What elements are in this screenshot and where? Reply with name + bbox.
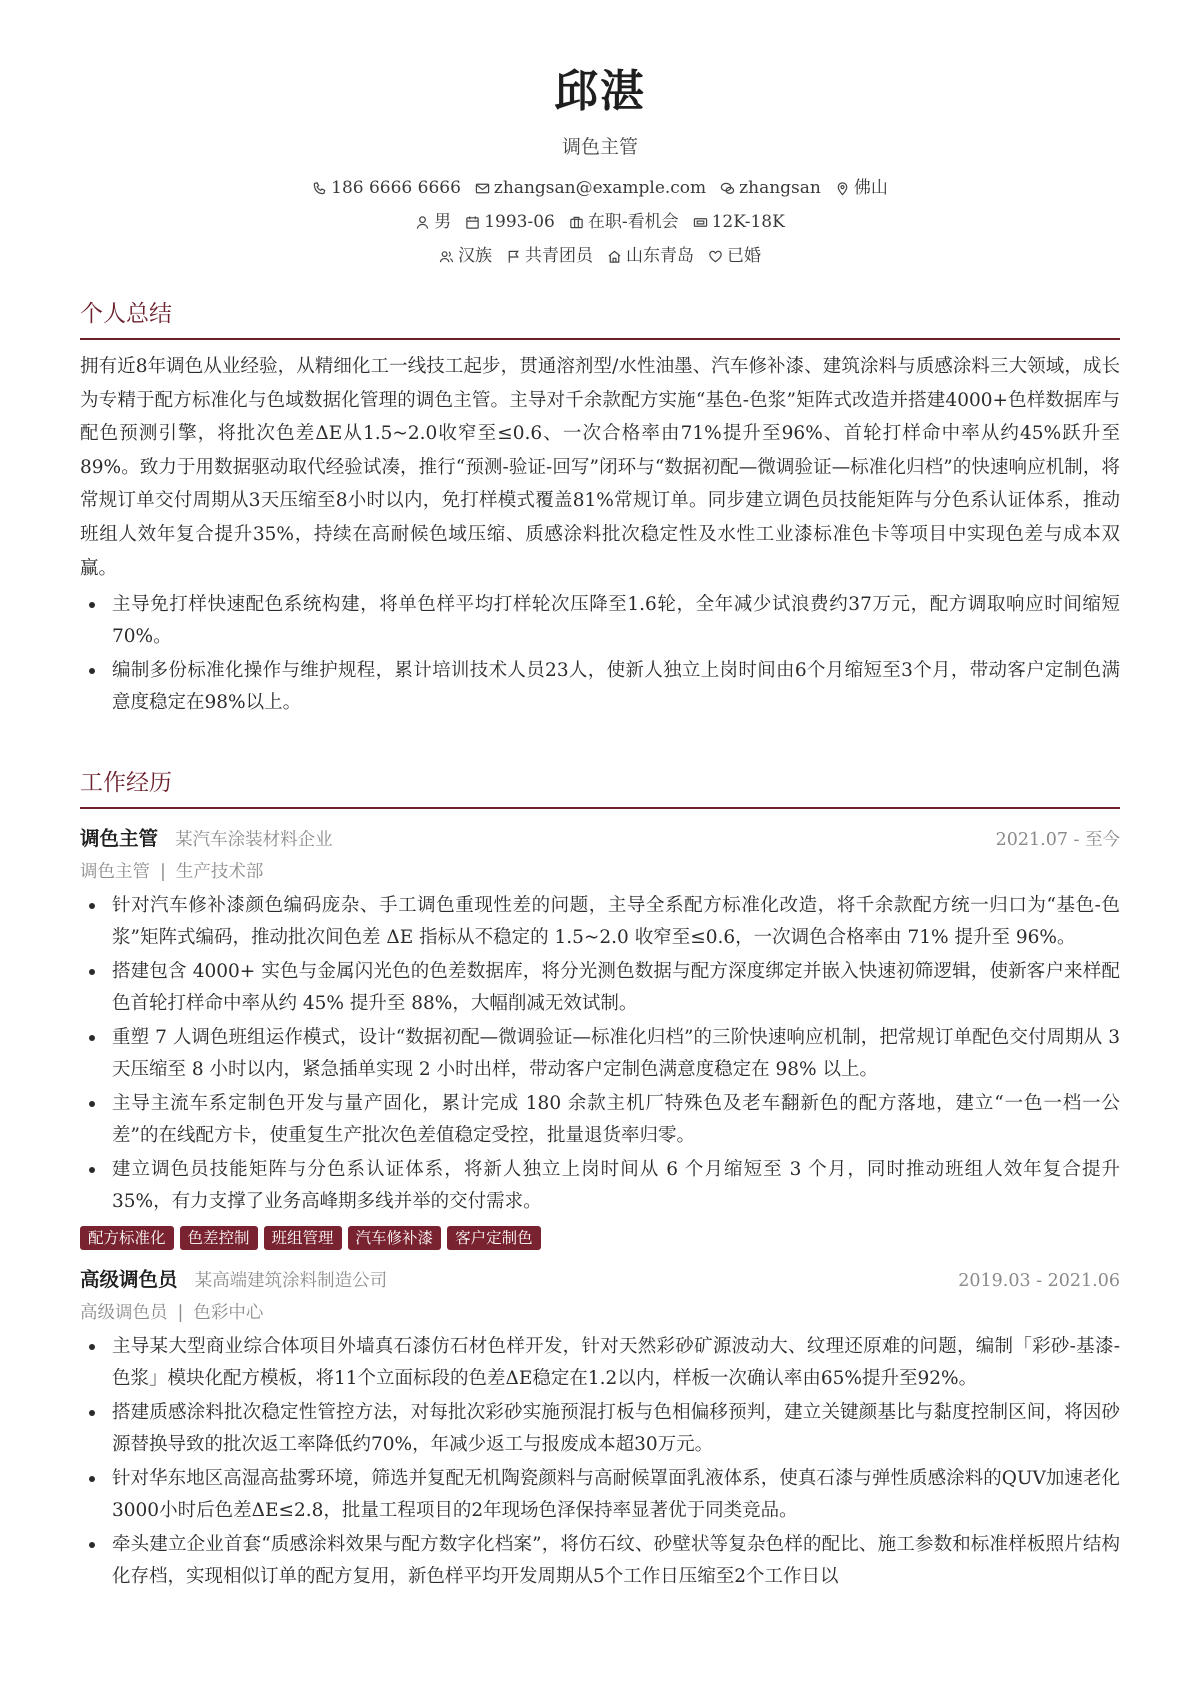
list-item: 搭建包含 4000+ 实色与金属闪光色的色差数据库，将分光测色数据与配方深度绑定并嵌入快速初筛逻辑，使新客户来样配色首轮打样命中率从约 45% 提升至 88%，大幅削减无效试制。 [80, 956, 1120, 1020]
skill-tags [80, 1226, 1120, 1250]
flag-icon [506, 249, 521, 264]
salary-info [693, 210, 785, 234]
status-info [569, 210, 679, 234]
marital-text: 已婚 [727, 246, 761, 266]
job-entry [80, 825, 1120, 1250]
work-section [80, 767, 1120, 1595]
location-icon [835, 181, 850, 196]
wechat-info [720, 176, 821, 200]
hometown-text: 山东青岛 [626, 246, 694, 266]
resume-header [0, 0, 1200, 268]
list-item: 针对华东地区高湿高盐雾环境，筛选并复配无机陶瓷颜料与高耐候罩面乳液体系，使真石漆与弹性质感涂料的QUV加速老化3000小时后色差ΔE≤2.8，批量工程项目的2年现场色泽保持率显著优于同类竞品。 [80, 1463, 1120, 1527]
job-title: 调色主管 [80, 827, 159, 850]
skill-tag: 配方标准化 [80, 1226, 174, 1250]
job-department: 生产技术部 [175, 862, 264, 882]
job-position: 调色主管 [80, 862, 150, 882]
candidate-role: 调色主管 [561, 136, 638, 158]
wechat-icon [720, 181, 735, 196]
phone-text: 186 6666 6666 [331, 178, 461, 198]
summary-section [80, 298, 1120, 721]
list-item: 编制多份标准化操作与维护规程，累计培训技术人员23人，使新人独立上岗时间由6个月缩短至3个月，带动客户定制色满意度稳定在98%以上。 [80, 655, 1120, 719]
job-position: 高级调色员 [80, 1303, 168, 1323]
phone-info [312, 176, 461, 200]
political-info [506, 244, 593, 268]
job-company: 某高端建筑涂料制造公司 [194, 1271, 388, 1291]
gender-info [415, 210, 451, 234]
hometown-info [607, 244, 694, 268]
work-title: 工作经历 [80, 767, 1120, 809]
list-item: 牵头建立企业首套“质感涂料效果与配方数字化档案”，将仿石纹、砂壁状等复杂色样的配比、施工参数和标准样板照片结构化存档，实现相似订单的配方复用，新色样平均开发周期从5个工作日压缩至2个工作日以 [80, 1529, 1120, 1593]
political-text: 共青团员 [525, 246, 593, 266]
job-separator: | [177, 1303, 184, 1323]
job-date: 2021.07 - 至今 [995, 830, 1120, 850]
summary-bullets [80, 589, 1120, 719]
email-text: zhangsan@example.com [493, 178, 707, 198]
user-icon [415, 215, 430, 230]
contact-row [0, 176, 1200, 200]
city-info [835, 176, 888, 200]
phone-icon [312, 181, 327, 196]
candidate-name: 邱湛 [554, 66, 646, 117]
job-entry [80, 1266, 1120, 1593]
list-item: 建立调色员技能矩阵与分色系认证体系，将新人独立上岗时间从 6 个月缩短至 3 个月，同时推动班组人效年复合提升 35%，有力支撑了业务高峰期多线并举的交付需求。 [80, 1154, 1120, 1218]
wechat-text: zhangsan [739, 178, 821, 198]
skill-tag: 汽车修补漆 [348, 1226, 442, 1250]
job-subtitle [80, 1299, 1120, 1327]
list-item: 搭建质感涂料批次稳定性管控方法，对每批次彩砂实施预混打板与色相偏移预判，建立关键颜基比与黏度控制区间，将因砂源替换导致的批次返工率降低约70%，年减少返工与报废成本超30万元。 [80, 1397, 1120, 1461]
birth-text: 1993-06 [484, 212, 555, 232]
home-icon [607, 249, 622, 264]
summary-text: 拥有近8年调色从业经验，从精细化工一线技工起步，贯通溶剂型/水性油墨、汽车修补漆、建筑涂料与质感涂料三大领域，成长为专精于配方标准化与色域数据化管理的调色主管。主导对千余款配方实施“基色-色浆”矩阵式改造并搭建4000+色样数据库与配色预测引擎，将批次色差ΔE从1.5~2.0收窄至≤0.6、一次合格率由71%提升至96%、首轮打样命中率从约45%跃升至89%。致力于用数据驱动取代经验试凑，推行“预测-验证-回写”闭环与“数据初配—微调验证—标准化归档”的快速响应机制，将常规订单交付周期从3天压缩至8小时以内，免打样模式覆盖81%常规订单。同步建立调色员技能矩阵与分色系认证体系，推动班组人效年复合提升35%，持续在高耐候色域压缩、质感涂料批次稳定性及水性工业漆标准色卡等项目中实现色差与成本双赢。 [80, 356, 1120, 579]
job-department: 色彩中心 [193, 1303, 264, 1323]
heart-icon [708, 249, 723, 264]
salary-text: 12K-18K [711, 212, 785, 232]
list-item: 重塑 7 人调色班组运作模式，设计“数据初配—微调验证—标准化归档”的三阶快速响应机制，把常规订单配色交付周期从 3 天压缩至 8 小时以内，紧急插单实现 2 小时出样，带动客户定制色满意度稳定在 98% 以上。 [80, 1022, 1120, 1086]
marital-info [708, 244, 761, 268]
birth-info [465, 210, 555, 234]
job-separator: | [160, 862, 166, 882]
money-icon [693, 215, 708, 230]
job-bullets [80, 890, 1120, 1218]
briefcase-icon [569, 215, 584, 230]
ethnicity-info [439, 244, 492, 268]
list-item: 针对汽车修补漆颜色编码庞杂、手工调色重现性差的问题，主导全系配方标准化改造，将千余款配方统一归口为“基色-色浆”矩阵式编码，推动批次间色差 ΔE 指标从不稳定的 1.5~2.0 收窄至≤0.6，一次调色合格率由 71% 提升至 96%。 [80, 890, 1120, 954]
job-date: 2019.03 - 2021.06 [958, 1271, 1120, 1291]
skill-tag: 班组管理 [264, 1226, 342, 1250]
list-item: 主导主流车系定制色开发与量产固化，累计完成 180 余款主机厂特殊色及老车翻新色的配方落地，建立“一色一档一公差”的在线配方卡，使重复生产批次色差值稳定受控，批量退货率归零。 [80, 1088, 1120, 1152]
extra-row [0, 244, 1200, 268]
job-bullets [80, 1331, 1120, 1593]
calendar-icon [465, 215, 480, 230]
summary-title: 个人总结 [80, 298, 1120, 340]
job-subtitle [80, 858, 1120, 886]
email-info [475, 176, 706, 200]
skill-tag: 客户定制色 [447, 1226, 541, 1250]
gender-text: 男 [434, 212, 452, 232]
job-header [80, 1266, 1120, 1295]
job-company: 某汽车涂装材料企业 [175, 830, 333, 850]
status-text: 在职-看机会 [587, 212, 679, 232]
list-item: 主导某大型商业综合体项目外墙真石漆仿石材色样开发，针对天然彩砂矿源波动大、纹理还原难的问题，编制「彩砂-基漆-色浆」模块化配方模板，将11个立面标段的色差ΔE稳定在1.2以内，样板一次确认率由65%提升至92%。 [80, 1331, 1120, 1395]
group-icon [439, 249, 454, 264]
job-header [80, 825, 1120, 854]
skill-tag: 色差控制 [180, 1226, 258, 1250]
ethnicity-text: 汉族 [458, 246, 492, 266]
list-item: 主导免打样快速配色系统构建，将单色样平均打样轮次压降至1.6轮，全年减少试浪费约37万元，配方调取响应时间缩短70%。 [80, 589, 1120, 653]
personal-row [0, 210, 1200, 234]
job-title: 高级调色员 [80, 1268, 178, 1291]
mail-icon [475, 181, 490, 196]
city-text: 佛山 [853, 178, 888, 198]
